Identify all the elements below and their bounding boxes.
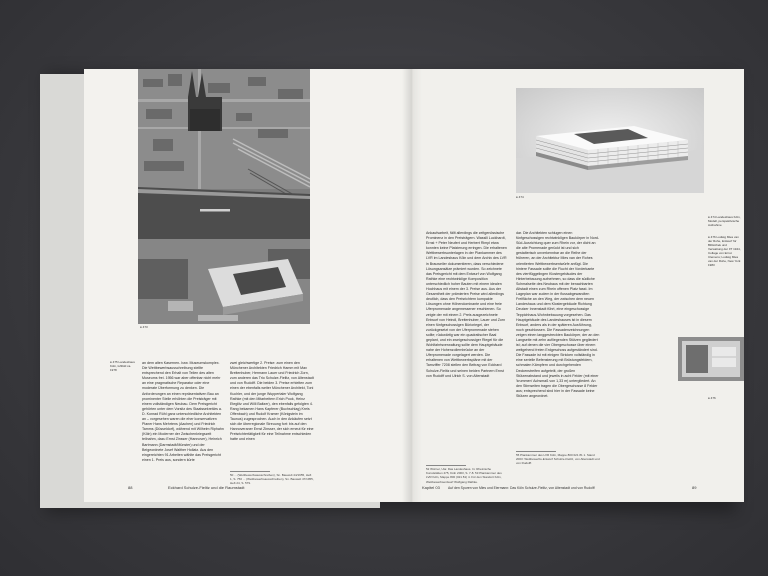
chapter-title: Auf den Spuren von Mies und Eiermann: Das Köln Schulze-Fielitz, von Altenstadt und von Rudolff: [448, 486, 595, 490]
right-footnote-right: 55 Plankammer des LVR Köln, Mappe 800 021 81 1. Stand 2003: Wettbewerbs-Entwurf Schulze-Fielitz, von Altenstadt und von Rudolff.: [516, 453, 600, 466]
right-column-2-text: dar. Die Architekten schlugen einen fünfgeschossigen rechtwinkligen Baukörper in Nord-Süd-Ausrichtung quer zum Rhein vor, der dicht an die alte Promenade gerückt ist und sich gestalterisch unverkennbar an die Reihe der früheren, an der Architektur Mies van der Rohes orientierten Wettbewerbsentwürfe anfügt. Die hintere Fassade sollte die Flucht der Vorderkante des viertfüggelingen Klostergebäudes der Hinterbebauung aufnehmen, so dass die südliche Schmalseite des Neubaus mit der benachbarten Altstadt einen zum Rhein offenen Platz fasst. Im Lageplan war zudem in der flussabgewandten Freifläche an den Weg, der zwischen dem neuen Landeshaus und dem Klostergebäude Richtung Deutzer Innenstadt führt, eine eingeschossige Teppichhaus-Wohnbebauung vorgesehen. Das Hauptgebäude des Landeshauses ist in diesem Entwurf, anders als in der späteren Ausführung, noch geschlossen. Die Fassadenzeichnungen zeigen einen langgestreckten Baukörper, der an den Langseite mit zehn aufliegenden Stützen gegliedert ist; auf denen die vier Obergeschosse über einem weitgehend freien Erdgeschoss aufgeständert sind. Die Fassade ist mit einigen Stricken vollständig in eine serielle Befensterung mit Brüstungsfeldern, schmalen Kämpfern und durchgehenden Deckenstreifen aufgeteilt, der großen Stützenabstand und jeweils in acht Felder (mit einer 'krummen' Achsmaß von 1,33 m) untergliedert. An den Stirnseiten tragen die Obergeschosse 8 Felder aus; entsprechend sind hier in der Fassade keine Stützen angeordnet.: [516, 231, 600, 398]
book-gutter: [402, 69, 422, 502]
left-footnote-rule: [230, 471, 270, 472]
right-side-caption-3: ● 476: [708, 396, 716, 400]
left-photo-number: ● 473: [140, 325, 148, 329]
model-photo: [516, 88, 704, 193]
left-sidebar-caption: ● 475 Landeshaus Köln, luftbild ca. 1978: [110, 360, 135, 372]
right-running-head: [422, 485, 692, 490]
left-running-head: Eckhard Schulze-Fielitz und die Raumstadt: [168, 485, 245, 490]
left-folio: 88: [128, 485, 133, 490]
aerial-photo-cologne: [138, 69, 310, 324]
left-column-2-text: zwei gleichwertige 2. Preise: zum einen den Münchener Architekten Friedrich Hamm mit Max Breitenhuber, Hermann Lauer und Friedrich Zorn, zum anderen das Trio Schulze-Fielitz, von Altenstadt und von Rudolff. Die beiden 3. Preise erhielten zum einen der ebenfalls weiter Münchener Architekt, Toni Kuchler, und der junge Wuppertaler Wolfgang Rathke (mit den Mitarbeitern Erich Pook, Heinz Eteglitz und Willi Baltzer), den ebenfalls gefolgten 4. Rang bekamen Hans Kapferer (Buchschlag) Kreis Offenbach) und Rudolf Kramer (Königstein im Taunus) zugesprochen. Auch in den Ankäufen setzt sich die überregionale Streuung fort: bis auf den Hannoveraner Ernst Zinsser, der sich erneut für eine Preisrichtertätigkeit für eine Teilnahme entschieden hatte und einen: [230, 361, 314, 442]
right-photo-number: ● 474: [516, 195, 524, 199]
left-footnote-1: 50 ... (Wettbewerbsausschreiben), Sn. Bauwelt 44/1955, Heft 1, S. 750 ... (Wettbewerbsausschreiben), Sn. Bauwelt 47/1955, Heft 24, S. 579.: [230, 473, 314, 486]
right-folio: 89: [692, 485, 697, 490]
left-page: [84, 69, 412, 502]
right-footnote-rule-2: [516, 451, 556, 452]
chapter-label: Kapitel 03: [422, 485, 440, 490]
right-footnote-left: 52 Wörner, Uta: Das Landeshaus. In: Rheinische Kunststätten 475, Köln 2003, S. 7-8. 53 Plankammer des LVR Köln, Mappe 800 (021 81) 4. Für den Standort Köln, Wettbewerbsentwurf Wolfgang Rathke.: [426, 467, 502, 484]
right-side-caption-2: ● 476 Ludwig Mies van der Rohe, Entwurf für Bibliothek und Verwaltung der IIT 1944, Collage von Ernst Clemens; Ludwig Mies van der Rohe, New York 1983: [708, 235, 741, 267]
right-page: [412, 69, 744, 502]
right-footnote-rule-1: [426, 465, 466, 466]
right-side-caption-1: ● 474 Landeshaus Köln, Modell, perspektivische Aufnahme: [708, 215, 741, 227]
left-column-1-text: an dem alten Kasernen- bzw. Museumskomplex. Die Wettbewerbsausschreibung stellte entsprechend den Erhalt von Teilen des alten Museums frei. 1956 war aber offenbar nicht mehr an eine pragmatische Reparatur oder eine moderate Überformung zu denken. Die Anforderungen an einen repräsentativen Bau an prominenter Stelle erhöhten die Preisträger mit einem vollständigen Neubau. Dem Preisgericht gehörten unter dem Vorsitz des Staatssekretärs a. D. Konrad Rühl ganz unterschiedliche Architekten an – vorgesehen waren die eher konservativen Planer Hans Mehrtens (Aachen) und Friedrich Tamms (Düsseldorf), während mit Wilhelm Riphahn (Köln) ein Moderner der Zwischenkriegszeit teilnahm, dazu Ernst Zinsser (Hannover), Heinrich Bartmann (Darmstadt/Münster) und der Beigeordnete Josef Walther Hollatz. Aus den eingereichten 91 Arbeiten wählte das Preisgericht einen 1. Preis aus, sondern kürte: [142, 361, 224, 462]
right-column-1-text: Ankaufsarbeit, fällt allerdings die zeitgenössische Prominenz in den Preisträgern. Wassili Luckhardt, Ernst + Peter Neufert und Herbert Rimpl etwa konnten keine Platzierung erringen. Die erhaltenen Wettbewerbsunterlagen in der Plankammer des LVR im Landeshaus Köln und dem Archiv des LVR in Brauweiler dokumentieren, dass verschiedene Lösungsansätze prämiert wurden. So zeichnete das Preisgericht mit dem Entwurf von Wolfgang Rathke eine rechtwinklige Komposition unterschiedlich hoher Bauten mit einem idealen Hochhaus mit einem der 3. Preise aus. Aus der Gesamtheit der prämierten Preise wird allerdings deutlich, dass den Preisrichtern kompakte Lösungen ohne Höhendominante und eine freie Uferpromenade angemessener erschienen. So zeigte der mit einem 2. Preis ausgezeichnete Entwurf von Heindl, Breitenhuber, Lauer und Zorn einen fünfgeschossigen Bürioriegel, der zurückgesetzt von der Uferpromenade stehen sollte; rückwärtig war ein quadratischer Baal geplant, und ein zweigeschossiger Riegel für die Wohlfahrtsverwaltung sollte dem Hauptgebäude nahe der Hohenzollernbrücke an der Uferpromenade vorgelagert werden. Die erhaltenen von Wettbewerbspläne mit der Tarnziffer 7208 stellen den Beitrag von Eckhard Schulze-Fielitz und seinen beiden Partnern Ernst von Rudolff und Ulrich S. von Altenstadt: [426, 231, 507, 378]
collage-photo: [678, 337, 744, 381]
